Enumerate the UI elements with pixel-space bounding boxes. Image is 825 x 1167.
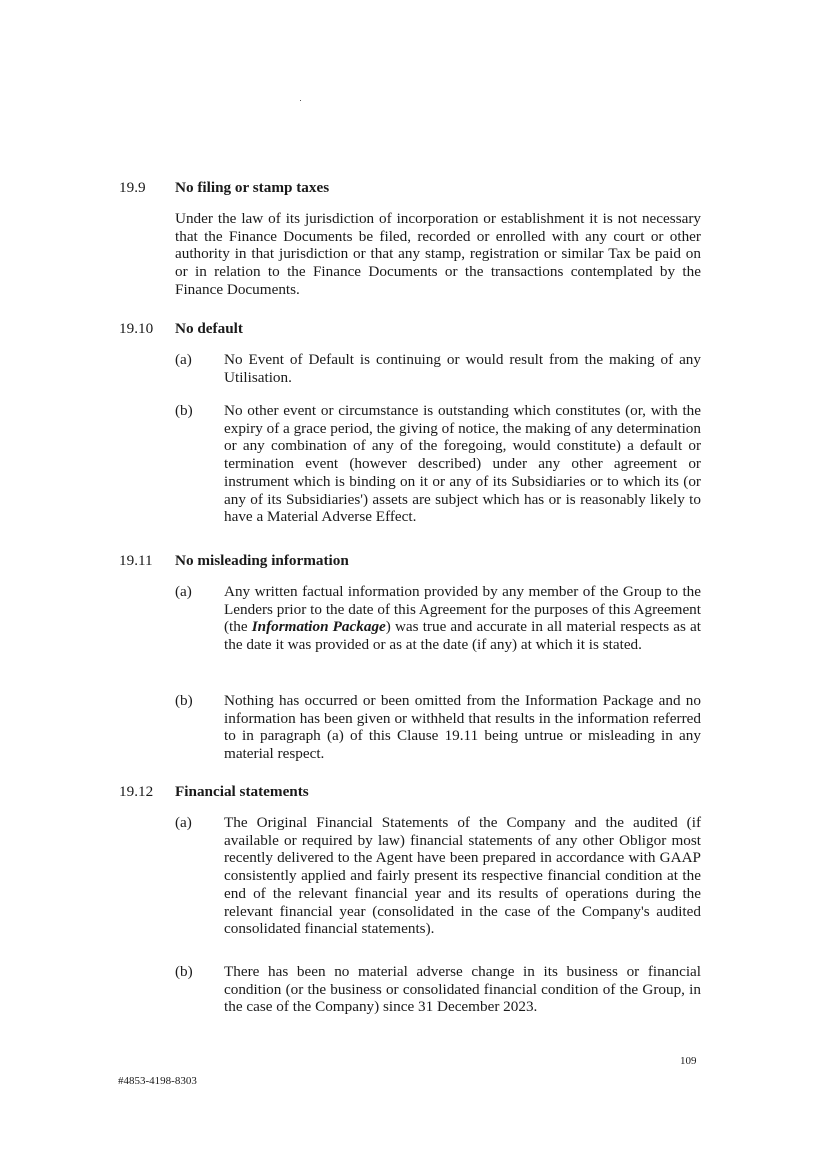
item-label: (b) [175,402,193,419]
item-text [224,583,701,654]
clause-title: Financial statements [175,783,309,800]
clause-title: No misleading information [175,552,349,569]
item-text: Nothing has occurred or been omitted from the Information Package and no information has been given or withheld that results in the information referred to in paragraph (a) of this Clause 19.11 being untrue or misleading in any material respect. [224,692,701,763]
clause-title: No filing or stamp taxes [175,179,330,196]
item-text: No Event of Default is continuing or would result from the making of any Utilisation. [224,351,701,386]
item-text-part: Any written factual information provided by any member of the Group to the Lenders prior to the date of this Agreement for the purposes of this Agreement (the [224,583,701,636]
document-reference: #4853-4198-8303 [118,1075,197,1087]
clause-title: No default [175,320,243,337]
stray-mark [300,100,301,101]
item-label: (a) [175,583,192,600]
clause-number: 19.11 [119,552,153,569]
item-text-part: ) was true and accurate in all material respects as at the date it was provided or as at the date (if any) at which it is stated. [224,618,701,654]
item-text: No other event or circumstance is outstanding which constitutes (or, with the expiry of a grace period, the giving of notice, the making of any determination or any combination of any of the foregoing, would constitute) a default or termination event (however described) under any other agreement or instrument which is binding on it or any of its Subsidiaries or to which its (or any of its Subsidiaries') assets are subject which has or is reasonably likely to have a Material Adverse Effect. [224,402,701,526]
clause-number: 19.10 [119,320,154,337]
clause-number: 19.12 [119,783,154,800]
item-label: (a) [175,814,192,831]
item-text: There has been no material adverse change in its business or financial condition (or the business or consolidated financial condition of the Group, in the case of the Company) since 31 December 2023. [224,963,701,1016]
page-number: 109 [680,1055,697,1067]
defined-term: Information Package [251,618,386,636]
clause-body-19-9: Under the law of its jurisdiction of incorporation or establishment it is not necessary that the Finance Documents be filed, recorded or enrolled with any court or other authority in that jurisdiction or that any stamp, registration or similar Tax be paid on or in relation to the Finance Documents or the transactions contemplated by the Finance Documents. [175,210,701,298]
item-label: (a) [175,351,192,368]
clause-number: 19.9 [119,179,146,196]
item-text: The Original Financial Statements of the Company and the audited (if available or required by law) financial statements of any other Obligor most recently delivered to the Agent have been prepared in accordance with GAAP consistently applied and fairly present its respective financial condition at the end of the relevant financial year and its results of operations during the relevant financial year (consolidated in the case of the Company's audited consolidated financial statements). [224,814,701,938]
item-label: (b) [175,692,193,709]
item-label: (b) [175,963,193,980]
